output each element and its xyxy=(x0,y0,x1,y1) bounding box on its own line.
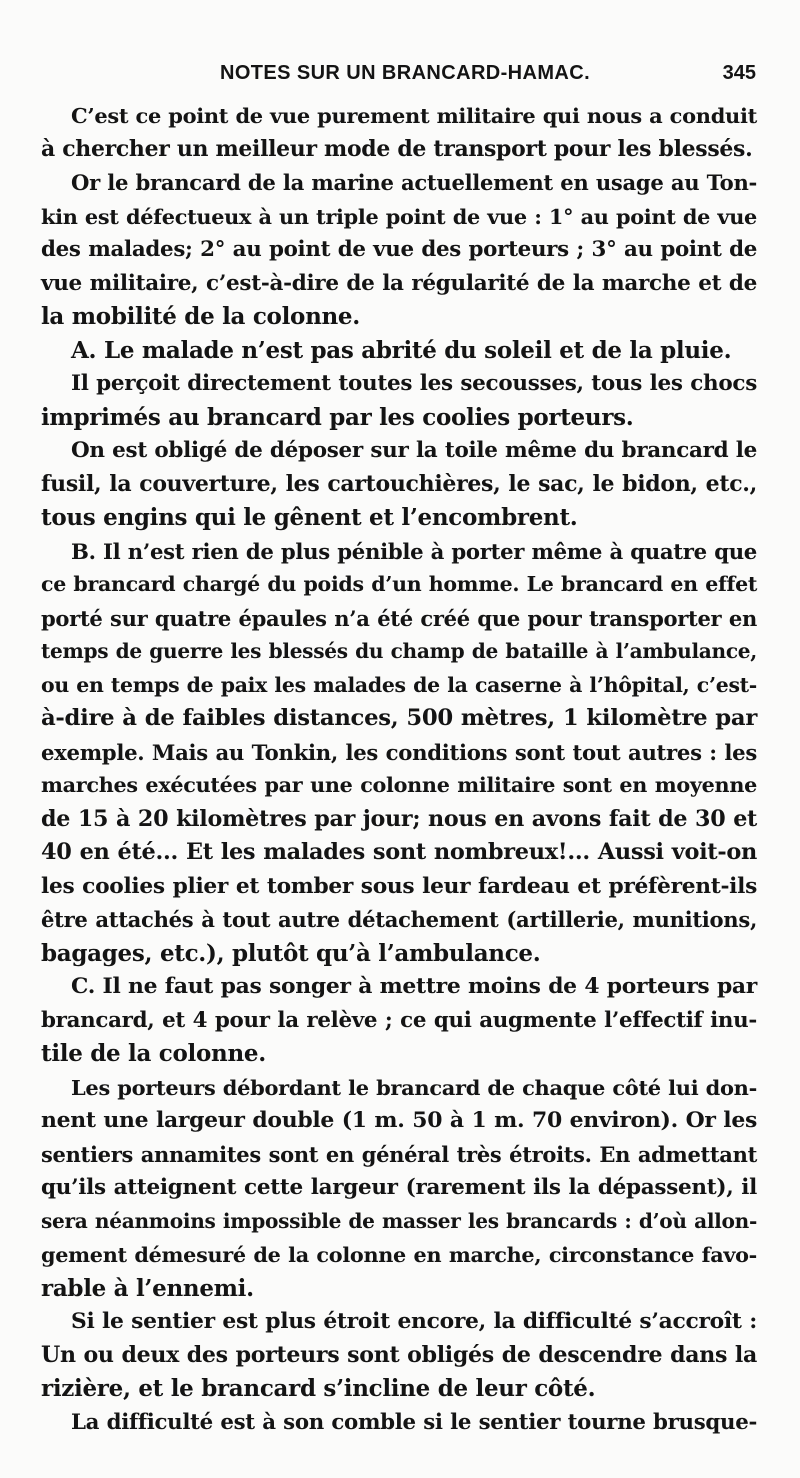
text-line: brancard, et 4 pour la relève ; ce qui augmente l’effectif inu- xyxy=(41,1007,757,1033)
text-line: B. Il n’est rien de plus pénible à porter même à quatre que xyxy=(71,538,757,564)
text-line: On est obligé de déposer sur la toile même du brancard le xyxy=(71,438,757,463)
text-line: de 15 à 20 kilomètres par jour; nous en avons fait de 30 et xyxy=(41,805,757,832)
text-line: Les porteurs débordant le brancard de chaque côté lui don- xyxy=(71,1074,757,1100)
text-line: à-dire à de faibles distances, 500 mètres, 1 kilomètre par xyxy=(41,705,757,731)
text-line: A. Le malade n’est pas abrité du soleil et de la pluie. xyxy=(71,336,732,364)
text-line: des malades; 2° au point de vue des porteurs ; 3° au point de xyxy=(41,237,757,262)
text-line: bagages, etc.), plutôt qu’à l’ambulance. xyxy=(41,939,541,967)
text-line: les coolies plier et tomber sous leur fardeau et préfèrent-ils xyxy=(41,873,757,899)
text-line: ce brancard chargé du poids d’un homme. Le brancard en effet xyxy=(41,572,757,596)
text-line: la mobilité de la colonne. xyxy=(41,303,360,330)
body-text xyxy=(41,99,757,1439)
text-line: vue militaire, c’est-à-dire de la régularité de la marche et de xyxy=(41,270,757,296)
text-line: Si le sentier est plus étroit encore, la difficulté s’accroît : xyxy=(71,1309,757,1334)
text-line: être attachés à tout autre détachement (artillerie, munitions, xyxy=(41,907,757,932)
text-line: imprimés au brancard par les coolies porteurs. xyxy=(41,403,634,431)
text-line: ou en temps de paix les malades de la caserne à l’hôpital, c’est- xyxy=(41,672,757,697)
text-line: marches exécutées par une colonne militaire sont en moyenne xyxy=(41,773,757,797)
text-line: Il perçoit directement toutes les secousses, tous les chocs xyxy=(71,371,757,396)
text-line: temps de guerre les blessés du champ de bataille à l’ambulance, xyxy=(41,639,757,663)
text-line: kin est défectueux à un triple point de vue : 1° au point de vue xyxy=(41,203,757,229)
text-line: porté sur quatre épaules n’a été créé que pour transporter en xyxy=(41,605,757,631)
text-line: C. Il ne faut pas songer à mettre moins de 4 porteurs par xyxy=(71,973,757,999)
page-header xyxy=(40,62,756,92)
text-line: nent une largeur double (1 m. 50 à 1 m. 70 environ). Or les xyxy=(41,1107,757,1133)
text-line: exemple. Mais au Tonkin, les conditions sont tout autres : les xyxy=(41,739,757,765)
text-line: Un ou deux des porteurs sont obligés de descendre dans la xyxy=(41,1341,757,1368)
text-line: tous engins qui le gênent et l’encombrent. xyxy=(41,504,578,531)
text-line: sera néanmoins impossible de masser les brancards : d’où allon- xyxy=(41,1208,757,1233)
text-line: rizière, et le brancard s’incline de leur côté. xyxy=(41,1375,596,1402)
text-line: fusil, la couverture, les cartouchières, le sac, le bidon, etc., xyxy=(41,470,757,497)
text-line: sentiers annamites sont en général très étroits. En admettant xyxy=(41,1141,757,1167)
text-line: qu’ils atteignent cette largeur (rarement ils la dépassent), il xyxy=(41,1175,757,1200)
running-title: NOTES SUR UN BRANCARD-HAMAC. xyxy=(220,62,591,84)
text-line: à chercher un meilleur mode de transport pour les blessés. xyxy=(41,135,753,162)
text-line: La difficulté est à son comble si le sentier tourne brusque- xyxy=(71,1409,757,1435)
text-line: C’est ce point de vue purement militaire qui nous a conduit xyxy=(71,103,757,128)
text-line: 40 en été... Et les malades sont nombreux!... Aussi voit-on xyxy=(41,839,757,865)
text-line: gement démesuré de la colonne en marche, circonstance favo- xyxy=(41,1242,757,1267)
page-number: 345 xyxy=(722,62,756,84)
text-line: tile de la colonne. xyxy=(41,1040,266,1067)
text-line: Or le brancard de la marine actuellement en usage au Ton- xyxy=(71,170,757,195)
text-line: rable à l’ennemi. xyxy=(41,1274,254,1302)
